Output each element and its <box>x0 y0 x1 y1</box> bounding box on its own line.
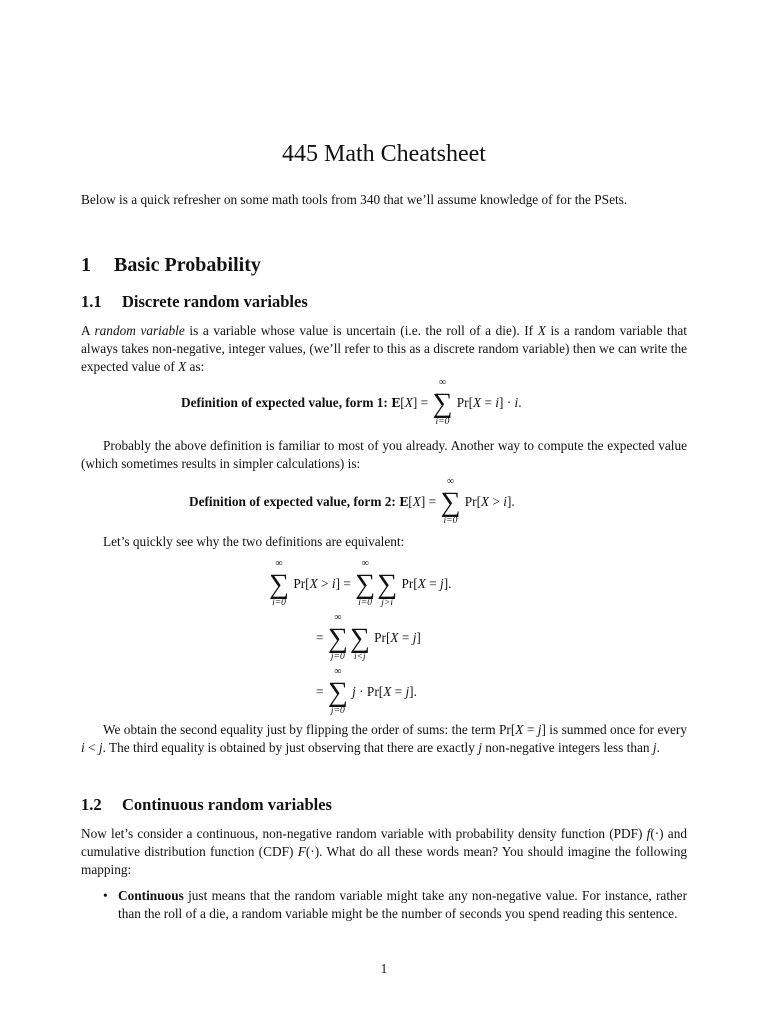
section-title: Basic Probability <box>114 254 261 276</box>
page-number: 1 <box>380 961 388 976</box>
derivation-line-3: = ∞ ∑ j=0 j · Pr[X = j]. <box>316 666 417 716</box>
subsection-number: 1.2 <box>81 795 102 814</box>
equivalence-intro: Let’s quickly see why the two definitions are equivalent: <box>103 534 405 549</box>
definition-label: Definition of expected value, form 1: <box>181 395 388 411</box>
continuous-intro-paragraph: Now let’s consider a continuous, non-negative random variable with probability density function (PDF) f(·) and cumulative distribution function (CDF) F(·). What do all these words mean? You should imagine the following mapping: <box>81 826 687 877</box>
random-variable-paragraph: A random variable is a variable whose value is uncertain (i.e. the roll of a die). If X is a random variable that always takes non-negative, integer values, (we’ll refer to this as a discrete random variable) then we can write the expected value of X as: <box>81 323 687 374</box>
emphasis-term: random variable <box>94 323 185 338</box>
subsection-title: Discrete random variables <box>122 292 308 311</box>
intro-paragraph: Below is a quick refresher on some math tools from 340 that we’ll assume knowledge of for the PSets. <box>81 192 628 207</box>
mapping-list <box>81 887 687 923</box>
derivation-line-1: ∞ ∑ i=0 Pr[X > i] = ∞ ∑ i=0 ∑ j>i Pr[X = j]. <box>269 558 452 608</box>
subsection-number: 1.1 <box>81 292 102 311</box>
list-item: • Continuous just means that the random variable might take any non-negative value. For instance, rather than the roll of a die, a random variable might be the number of seconds you spend reading this sentence. <box>81 887 687 923</box>
definition-form-1: Definition of expected value, form 1: E[X] = ∞ ∑ i=0 Pr[X = i] · i. <box>181 377 522 427</box>
section-number: 1 <box>81 254 91 276</box>
sum-symbol: ∞ ∑ i=0 <box>440 476 461 526</box>
subsection-title: Continuous random variables <box>122 795 332 814</box>
explanation-paragraph: We obtain the second equality just by flipping the order of sums: the term Pr[X = j] is summed once for every i < j. The third equality is obtained by just observing that there are exactly j non-negative integers less than j. <box>81 722 687 755</box>
section-1-2-heading <box>81 794 332 816</box>
page-title: 445 Math Cheatsheet <box>282 141 486 167</box>
section-1-heading <box>81 252 261 278</box>
alternate-definition-paragraph: Probably the above definition is familiar to most of you already. Another way to compute the expected value (which sometimes results in simpler calculations) is: <box>81 438 687 471</box>
section-1-1-heading <box>81 291 308 313</box>
sum-symbol: ∞ ∑ i=0 <box>432 377 453 427</box>
definition-form-2: Definition of expected value, form 2: E[X] = ∞ ∑ i=0 Pr[X > i]. <box>189 476 515 526</box>
definition-label: Definition of expected value, form 2: <box>189 494 396 510</box>
derivation-line-2: = ∞ ∑ j=0 ∑ i<j Pr[X = j] <box>316 612 421 662</box>
